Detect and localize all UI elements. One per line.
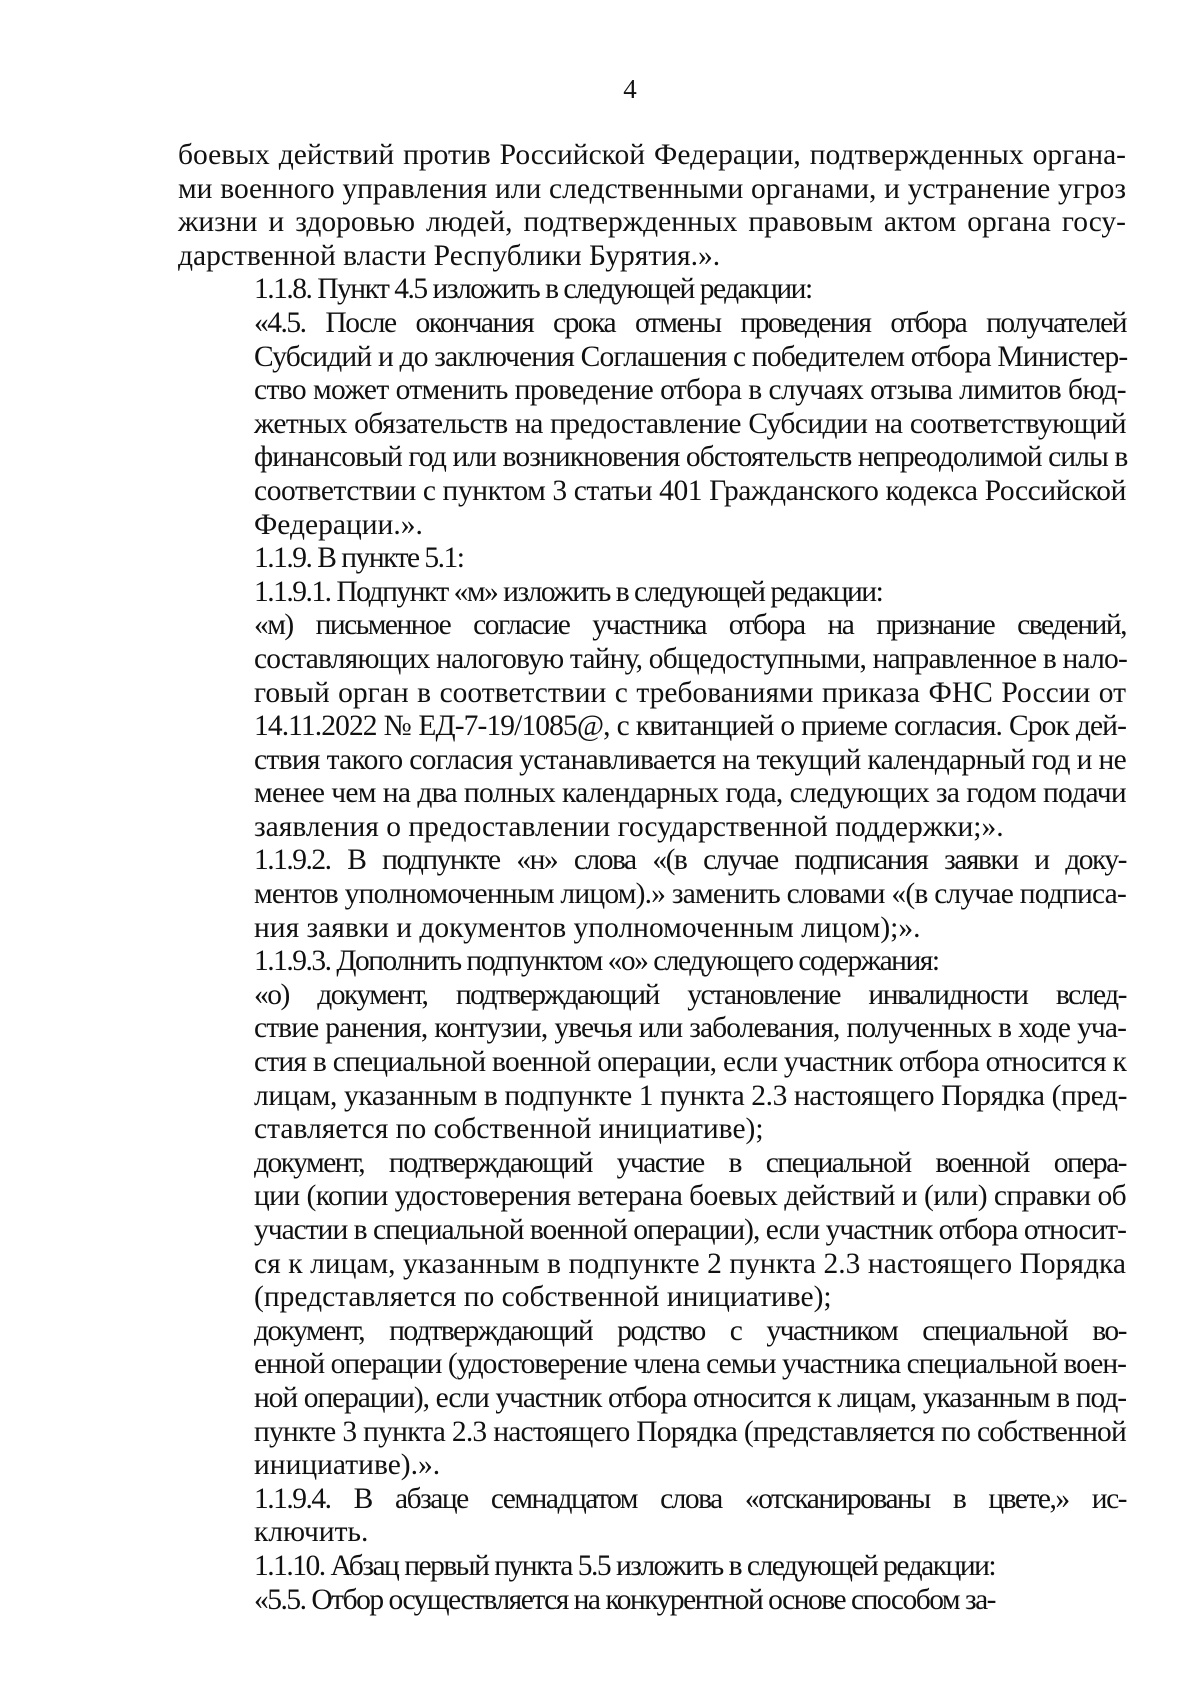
text-line: ся к лицам, указанным в подпункте 2 пункта 2.3 настоящего Порядка bbox=[254, 1247, 1126, 1280]
text-line: «м) письменное согласие участника отбора на признание сведений, bbox=[254, 609, 1126, 642]
text-line: финансовый год или возникновения обстоятельств непреодолимой силы в bbox=[254, 441, 1128, 474]
text-line: ство может отменить проведение отбора в случаях отзыва лимитов бюд- bbox=[254, 374, 1126, 407]
text-line: ми военного управления или следственными органами, и устранение угроз bbox=[178, 172, 1126, 205]
document-body bbox=[178, 139, 1126, 1617]
paragraph bbox=[178, 1147, 1126, 1315]
paragraph bbox=[178, 844, 1126, 945]
text-line: Федерации.». bbox=[254, 508, 423, 541]
text-line: «5.5. Отбор осуществляется на конкурентной основе способом за- bbox=[254, 1583, 996, 1616]
text-line: ния заявки и документов уполномоченным лицом);». bbox=[254, 911, 921, 944]
text-line: 1.1.10. Абзац первый пункта 5.5 изложить в следующей редакции: bbox=[254, 1549, 996, 1582]
text-line: стия в специальной военной операции, если участник отбора относится к bbox=[254, 1046, 1126, 1079]
text-line: говый орган в соответствии с требованиями приказа ФНС России от bbox=[254, 676, 1126, 709]
text-line: ключить. bbox=[254, 1516, 369, 1549]
paragraph bbox=[178, 979, 1126, 1147]
paragraph bbox=[178, 1483, 1126, 1550]
paragraph bbox=[178, 273, 1126, 307]
text-line: 14.11.2022 № ЕД-7-19/1085@, с квитанцией о приеме согласия. Срок дей- bbox=[254, 710, 1126, 743]
text-line: боевых действий против Российской Федерации, подтвержденных органа- bbox=[178, 139, 1126, 171]
text-line: жетных обязательств на предоставление Субсидии на соответствующий bbox=[254, 407, 1126, 440]
paragraph bbox=[178, 945, 1126, 979]
paragraph bbox=[178, 609, 1126, 844]
text-line: менее чем на два полных календарных года, следующих за годом подачи bbox=[254, 777, 1126, 810]
text-line: «4.5. После окончания срока отмены проведения отбора получателей bbox=[254, 306, 1126, 339]
text-line: ной операции), если участник отбора относится к лицам, указанным в под- bbox=[254, 1381, 1126, 1414]
text-line: лицам, указанным в подпункте 1 пункта 2.3 настоящего Порядка (пред- bbox=[254, 1079, 1128, 1112]
text-line: ментов уполномоченным лицом).» заменить словами «(в случае подписа- bbox=[254, 878, 1126, 911]
paragraph bbox=[178, 1550, 1126, 1584]
text-line: Субсидий и до заключения Соглашения с победителем отбора Министер- bbox=[254, 340, 1128, 373]
text-line: 1.1.9.4. В абзаце семнадцатом слова «отсканированы в цвете,» ис- bbox=[254, 1482, 1126, 1515]
text-line: енной операции (удостоверение члена семьи участника специальной воен- bbox=[254, 1348, 1126, 1381]
text-line: 1.1.8. Пункт 4.5 изложить в следующей редакции: bbox=[254, 273, 812, 306]
text-line: ции (копии удостоверения ветерана боевых действий и (или) справки об bbox=[254, 1180, 1126, 1213]
text-line: 1.1.9.1. Подпункт «м» изложить в следующей редакции: bbox=[254, 575, 883, 608]
text-line: «о) документ, подтверждающий установление инвалидности вслед- bbox=[254, 978, 1126, 1011]
text-line: документ, подтверждающий участие в специальной военной опера- bbox=[254, 1146, 1126, 1179]
paragraph bbox=[178, 542, 1126, 576]
page-number: 4 bbox=[623, 74, 637, 104]
paragraph bbox=[178, 1584, 1126, 1618]
text-line: участии в специальной военной операции), если участник отбора относит- bbox=[254, 1214, 1126, 1246]
text-line: жизни и здоровью людей, подтвержденных правовым актом органа госу- bbox=[178, 206, 1126, 239]
text-line: пункте 3 пункта 2.3 настоящего Порядка (представляется по собственной bbox=[254, 1415, 1126, 1448]
text-line: ствия такого согласия устанавливается на текущий календарный год и не bbox=[254, 743, 1126, 776]
text-line: ствие ранения, контузии, увечья или заболевания, полученных в ходе уча- bbox=[254, 1012, 1126, 1045]
text-line: 1.1.9.3. Дополнить подпунктом «о» следующего содержания: bbox=[254, 945, 939, 978]
text-line: документ, подтверждающий родство с участником специальной во- bbox=[254, 1314, 1126, 1347]
paragraph bbox=[178, 576, 1126, 610]
text-line: ставляется по собственной инициативе); bbox=[254, 1113, 764, 1146]
paragraph bbox=[178, 307, 1126, 542]
text-line: соответствии с пунктом 3 статьи 401 Гражданского кодекса Российской bbox=[254, 474, 1126, 507]
paragraph bbox=[178, 1315, 1126, 1483]
text-line: дарственной власти Республики Бурятия.». bbox=[178, 239, 721, 272]
text-line: составляющих налоговую тайну, общедоступными, направленное в нало- bbox=[254, 642, 1127, 675]
text-line: 1.1.9. В пункте 5.1: bbox=[254, 542, 464, 575]
text-line: 1.1.9.2. В подпункте «н» слова «(в случае подписания заявки и доку- bbox=[254, 844, 1126, 877]
text-line: (представляется по собственной инициативе); bbox=[254, 1281, 832, 1314]
paragraph bbox=[178, 139, 1126, 273]
text-line: заявления о предоставлении государственной поддержки;». bbox=[254, 810, 1004, 843]
text-line: инициативе).». bbox=[254, 1449, 441, 1482]
